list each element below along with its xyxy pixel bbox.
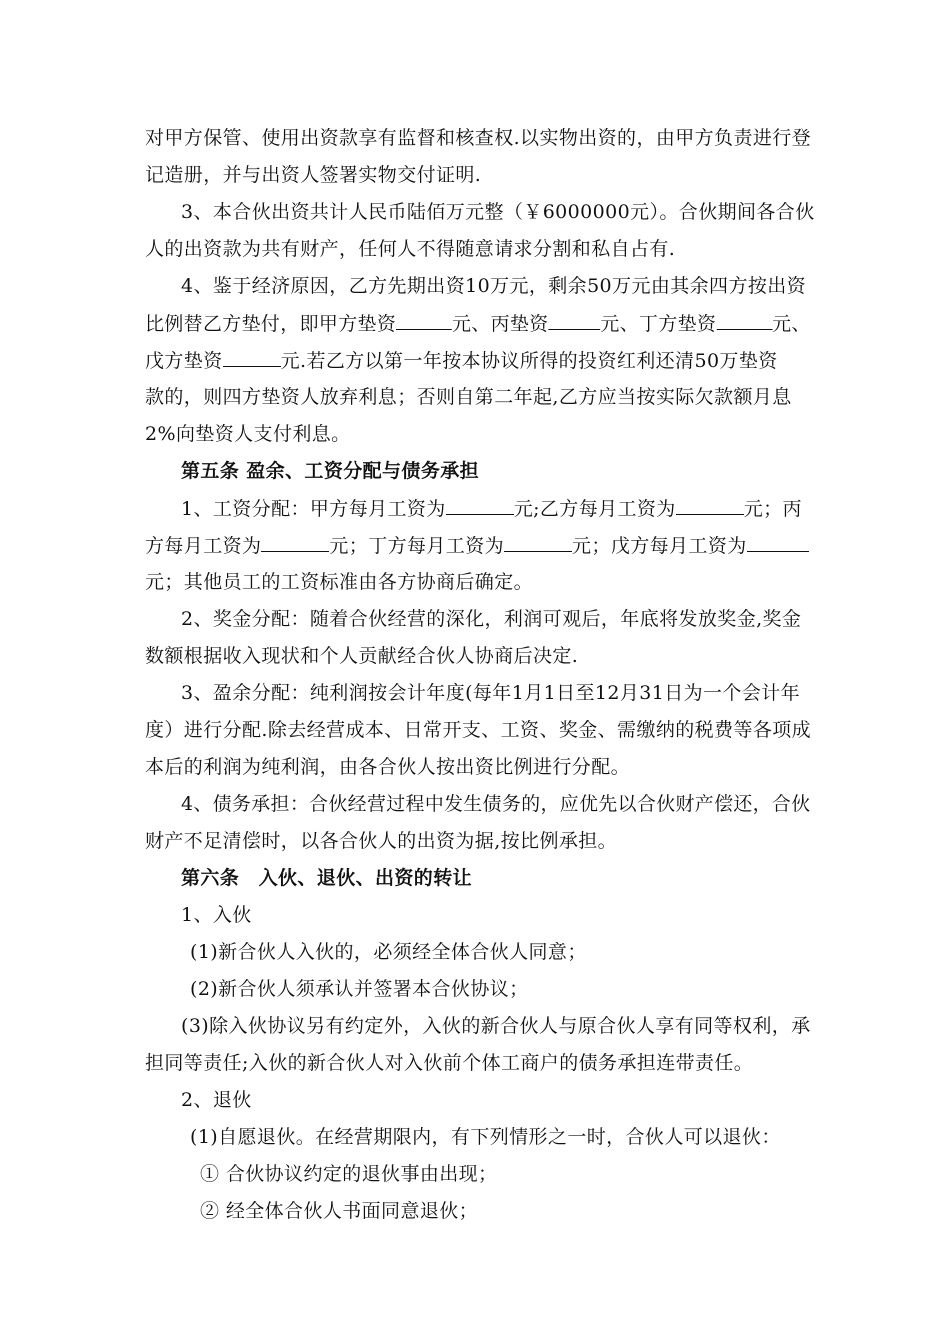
text: 元、丙垫资	[451, 313, 549, 335]
paragraph-line: 2、奖金分配：随着合伙经营的深化，利润可观后，年底将发放奖金,奖金	[181, 608, 802, 630]
paragraph-line: 担同等责任;入伙的新合伙人对入伙前个体工商户的债务承担连带责任。	[145, 1052, 754, 1074]
paragraph-line: 2%向垫资人支付利息。	[145, 423, 351, 445]
paragraph-line: 元；其他员工的工资标准由各方协商后确定。	[145, 571, 534, 593]
paragraph-line: 3、盈余分配：纯利润按会计年度(每年1月1日至12月31日为一个会计年	[181, 682, 801, 704]
text: 3、本合伙出资共计人民币陆佰万元整（￥6000000元）。合伙期间各合伙	[181, 201, 815, 223]
section-heading: 第五条 盈余、工资分配与债务承担	[181, 460, 480, 482]
text: 元；丁方每月工资为	[329, 535, 505, 557]
paragraph-line	[145, 348, 778, 373]
section-heading: 第六条 入伙、退伙、出资的转让	[181, 867, 473, 889]
fill-in-blank[interactable]	[396, 311, 452, 330]
paragraph-line: (1)新合伙人入伙的，必须经全体合伙人同意；	[190, 941, 587, 963]
paragraph-line: (1)自愿退伙。在经营期限内，有下列情形之一时，合伙人可以退伙：	[190, 1126, 781, 1148]
text: (3)除入伙协议另有约定外，入伙的新合伙人与原合伙人享有同等权利，承	[181, 1015, 811, 1037]
text: 戊方垫资	[145, 350, 223, 372]
paragraph-line	[145, 718, 812, 742]
paragraph-line	[145, 533, 809, 558]
paragraph-line	[181, 200, 815, 224]
fill-in-blank[interactable]	[223, 348, 281, 367]
text: 元;乙方每月工资为	[513, 498, 676, 520]
fill-in-blank[interactable]	[504, 533, 572, 552]
paragraph-line: 财产不足清偿时，以各合伙人的出资为据,按比例承担。	[145, 830, 618, 852]
paragraph-line: 4、鉴于经济原因，乙方先期出资10万元，剩余50万元由其余四方按出资	[181, 275, 807, 297]
text: 对甲方保管、使用出资款享有监督和核查权.以实物出资的，由甲方负责进行登	[145, 127, 812, 149]
paragraph-line: (2)新合伙人须承认并签署本合伙协议；	[190, 978, 529, 1000]
paragraph-line	[145, 311, 811, 336]
paragraph-line	[181, 496, 802, 521]
fill-in-blank[interactable]	[446, 496, 514, 515]
text: 元；戊方每月工资为	[572, 535, 747, 557]
paragraph-line: 记造册，并与出资人签署实物交付证明.	[145, 164, 482, 186]
paragraph-line	[145, 126, 812, 150]
text: 元、	[772, 313, 811, 335]
paragraph-line: ① 合伙协议约定的退伙事由出现；	[200, 1163, 498, 1185]
text: 度）进行分配.除去经营成本、日常开支、工资、奖金、需缴纳的税费等各项成	[145, 719, 812, 741]
paragraph-line: 4、债务承担：合伙经营过程中发生债务的，应优先以合伙财产偿还，合伙	[181, 793, 811, 815]
paragraph-line: 本后的利润为纯利润，由各合伙人按出资比例进行分配。	[145, 756, 631, 778]
paragraph-line: 数额根据收入现状和个人贡献经合伙人协商后决定.	[145, 645, 579, 667]
paragraph-line: 1、入伙	[181, 904, 252, 926]
text: 1、工资分配：甲方每月工资为	[181, 498, 446, 520]
text: 元.若乙方以第一年按本协议所得的投资红利还清50万垫资	[280, 350, 778, 372]
text: 比例替乙方垫付，即甲方垫资	[145, 313, 397, 335]
text: 方每月工资为	[145, 535, 262, 557]
paragraph-line: ② 经全体合伙人书面同意退伙；	[200, 1200, 479, 1222]
paragraph-line: 人的出资款为共有财产，任何人不得随意请求分割和私自占有.	[145, 238, 676, 260]
paragraph-line	[181, 1014, 811, 1038]
fill-in-blank[interactable]	[261, 533, 329, 552]
fill-in-blank[interactable]	[676, 496, 744, 515]
fill-in-blank[interactable]	[549, 311, 601, 330]
fill-in-blank[interactable]	[716, 311, 772, 330]
paragraph-line: 款的，则四方垫资人放弃利息；否则自第二年起,乙方应当按实际欠款额月息	[145, 386, 792, 408]
text: 元、丁方垫资	[600, 313, 717, 335]
paragraph-line: 2、退伙	[181, 1089, 252, 1111]
fill-in-blank[interactable]	[747, 533, 809, 552]
text: 元；丙	[743, 498, 802, 520]
